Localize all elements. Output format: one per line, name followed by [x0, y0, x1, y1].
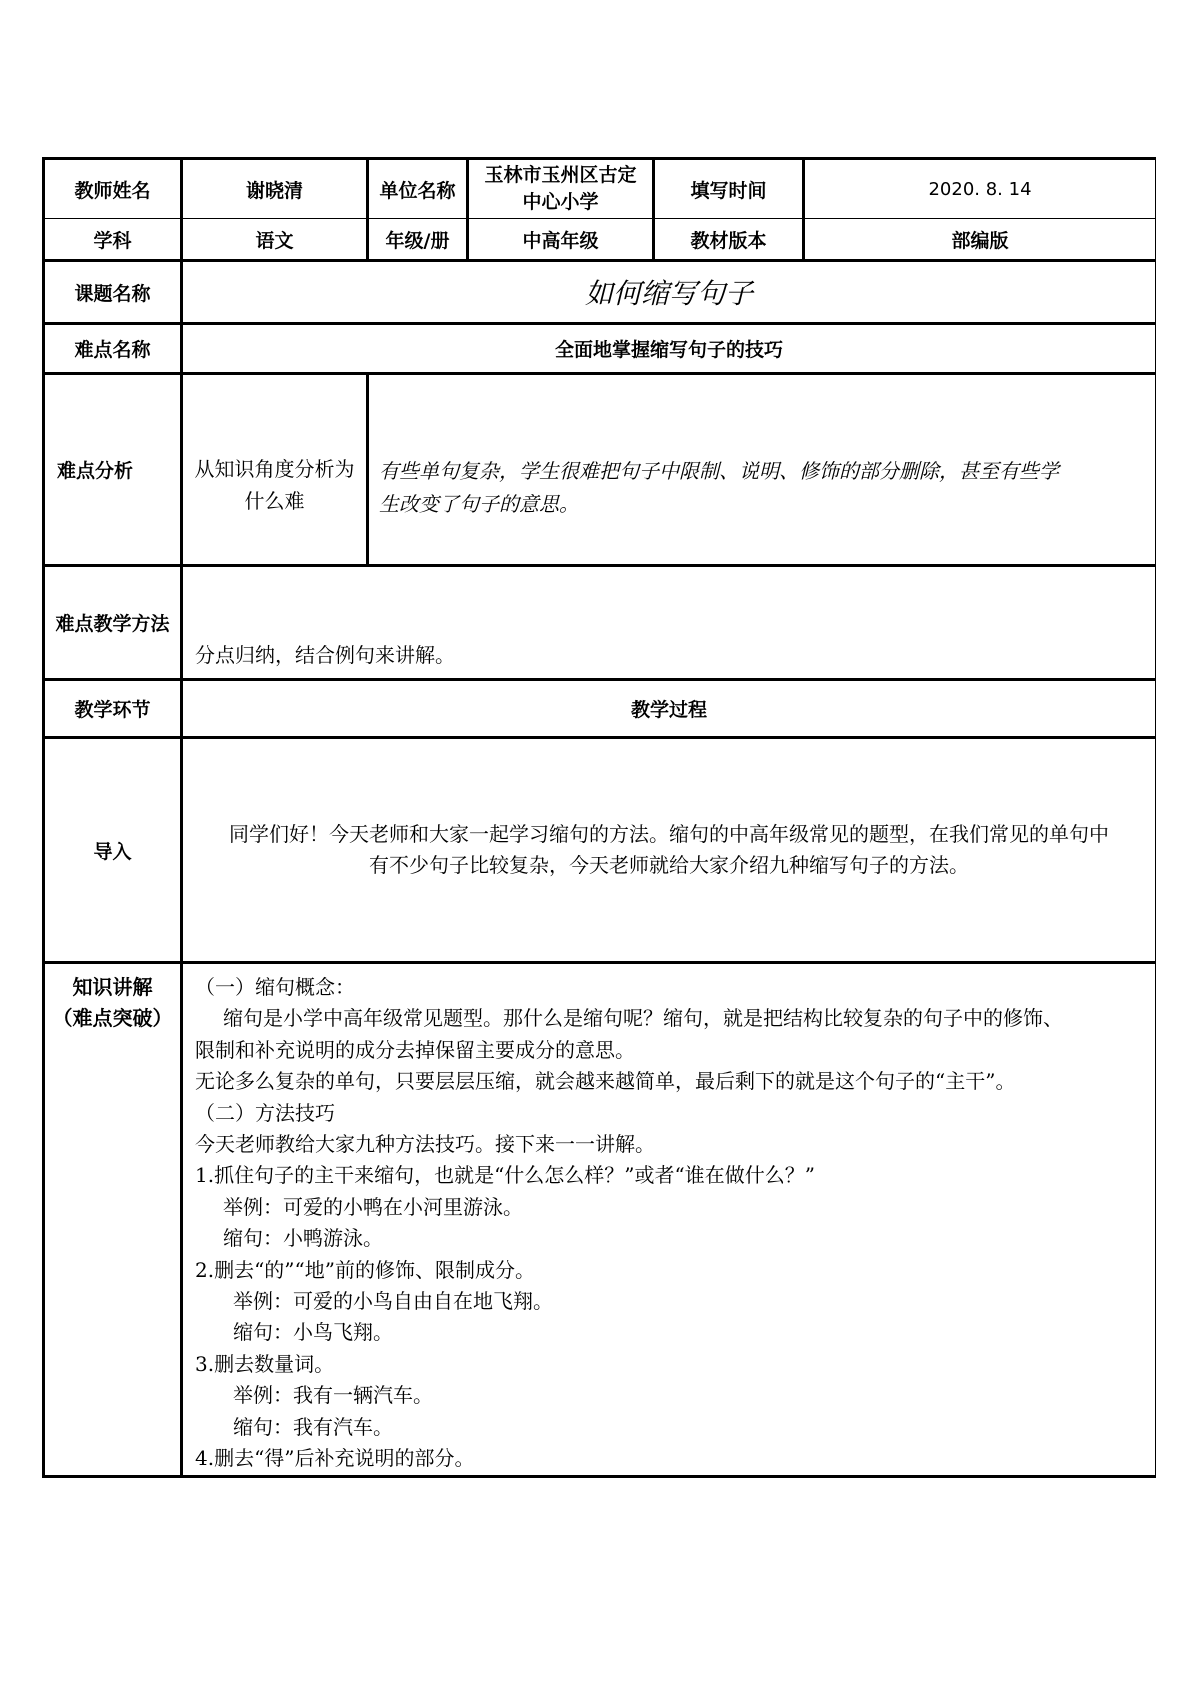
unit-name-value — [468, 159, 654, 219]
analysis-text-line2: 生改变了句子的意思。 — [379, 492, 579, 516]
method-value: 分点归纳，结合例句来讲解。 — [182, 566, 1156, 680]
knowledge-line: 4.删去“得”后补充说明的部分。 — [195, 1446, 475, 1471]
knowledge-line: 1.抓住句子的主干来缩句，也就是“什么怎么样？”或者“谁在做什么？” — [195, 1163, 815, 1188]
unit-name-label: 单位名称 — [368, 159, 468, 219]
process-stage-label: 教学环节 — [44, 680, 182, 738]
knowledge-line: 无论多么复杂的单句，只要层层压缩，就会越来越简单，最后剩下的就是这个句子的“主干”。 — [195, 1069, 1016, 1094]
analysis-text — [368, 374, 1156, 566]
unit-name-line1: 玉林市玉州区古定 — [484, 164, 637, 186]
grade-value: 中高年级 — [468, 219, 654, 261]
knowledge-line: 缩句是小学中高年级常见题型。那什么是缩句呢？缩句，就是把结构比较复杂的句子中的修饰、 — [223, 1006, 1063, 1031]
subject-label: 学科 — [44, 219, 182, 261]
analysis-why — [182, 374, 368, 566]
lesson-plan-form — [42, 157, 1154, 1478]
knowledge-line: 2.删去“的”“地”前的修饰、限制成分。 — [195, 1257, 535, 1282]
knowledge-line: （一）缩句概念： — [195, 975, 355, 999]
date-label: 填写时间 — [654, 159, 804, 219]
knowledge-line: 举例：可爱的小鸭在小河里游泳。 — [223, 1194, 523, 1219]
subject-value: 语文 — [182, 219, 368, 261]
intro-label: 导入 — [44, 738, 182, 963]
difficulty-label: 难点名称 — [44, 324, 182, 374]
topic-label: 课题名称 — [44, 261, 182, 324]
knowledge-line: 举例：可爱的小鸟自由自在地飞翔。 — [233, 1289, 553, 1314]
method-label: 难点教学方法 — [44, 566, 182, 680]
intro-line2: 有不少句子比较复杂，今天老师就给大家介绍九种缩写句子的方法。 — [369, 853, 969, 877]
knowledge-label-line2: （难点突破） — [52, 1006, 173, 1030]
teacher-name-label: 教师姓名 — [44, 159, 182, 219]
knowledge-line: 3.删去数量词。 — [195, 1351, 335, 1376]
edition-value: 部编版 — [804, 219, 1156, 261]
topic-title: 如何缩写句子 — [182, 261, 1156, 324]
knowledge-line: 举例：我有一辆汽车。 — [233, 1383, 433, 1408]
knowledge-label — [44, 963, 182, 1477]
grade-label: 年级/册 — [368, 219, 468, 261]
analysis-label: 难点分析 — [44, 374, 182, 566]
intro-text — [182, 738, 1156, 963]
knowledge-line: 缩句：小鸟飞翔。 — [233, 1320, 393, 1345]
knowledge-line: 限制和补充说明的成分去掉保留主要成分的意思。 — [195, 1037, 635, 1062]
intro-line1: 同学们好！今天老师和大家一起学习缩句的方法。缩句的中高年级常见的题型，在我们常见的单句中 — [229, 822, 1109, 846]
date-value: 2020. 8. 14 — [804, 159, 1156, 219]
knowledge-line: （二）方法技巧 — [195, 1100, 335, 1125]
analysis-why-line2: 什么难 — [244, 489, 305, 513]
lesson-plan-table — [42, 157, 1156, 1478]
process-header: 教学过程 — [182, 680, 1156, 738]
knowledge-line: 缩句：我有汽车。 — [233, 1414, 393, 1439]
knowledge-label-line1: 知识讲解 — [72, 975, 153, 999]
teacher-name-value: 谢晓清 — [182, 159, 368, 219]
knowledge-content — [182, 963, 1156, 1477]
difficulty-value: 全面地掌握缩写句子的技巧 — [182, 324, 1156, 374]
unit-name-line2: 中心小学 — [522, 191, 599, 213]
analysis-text-line1: 有些单句复杂，学生很难把句子中限制、说明、修饰的部分删除，甚至有些学 — [379, 459, 1059, 483]
edition-label: 教材版本 — [654, 219, 804, 261]
analysis-why-line1: 从知识角度分析为 — [194, 457, 355, 481]
knowledge-line: 缩句：小鸭游泳。 — [223, 1226, 383, 1251]
knowledge-line: 今天老师教给大家九种方法技巧。接下来一一讲解。 — [195, 1132, 655, 1157]
